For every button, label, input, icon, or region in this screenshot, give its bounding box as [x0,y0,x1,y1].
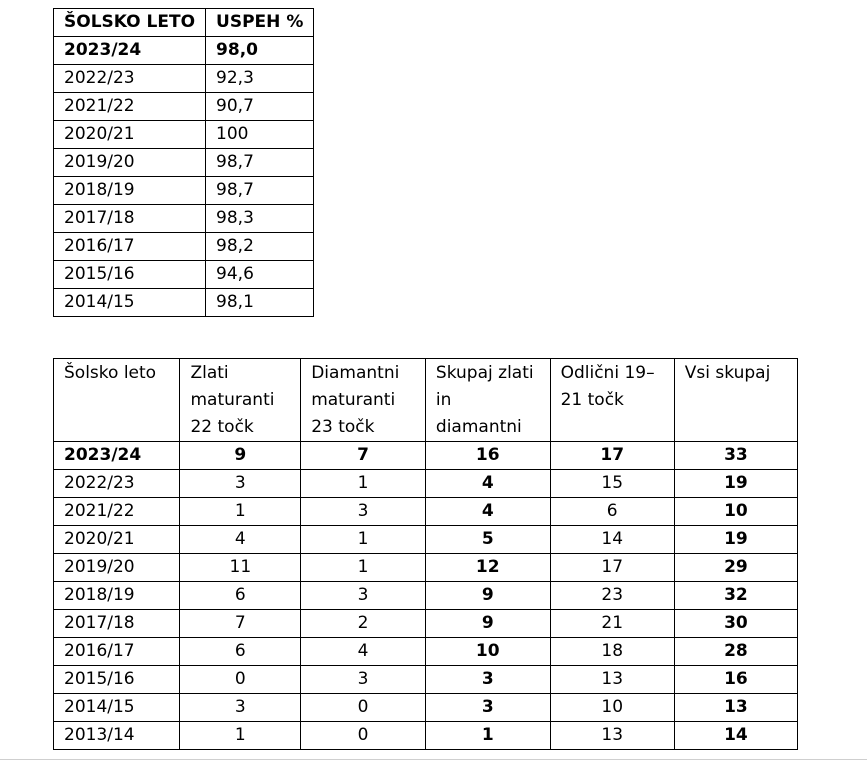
cell-excellent: 21 [550,610,674,638]
cell-school-year: 2015/16 [54,261,206,289]
header-diamond: Diamantni maturanti 23 točk [301,359,426,442]
cell-school-year: 2020/21 [54,526,180,554]
table-row [54,638,798,666]
table-row [54,470,798,498]
cell-gold: 0 [180,666,301,694]
cell-excellent: 18 [550,638,674,666]
cell-diamond: 0 [301,722,426,750]
cell-success: 98,2 [206,233,314,261]
cell-school-year: 2014/15 [54,289,206,317]
header-school-year: ŠOLSKO LETO [54,9,206,37]
success-rate-table-body [54,9,314,317]
cell-diamond: 3 [301,498,426,526]
header-gold-diamond-total: Skupaj zlati in diamantni [425,359,550,442]
cell-school-year: 2019/20 [54,554,180,582]
table-row [54,261,314,289]
cell-excellent: 10 [550,694,674,722]
cell-all-total: 32 [674,582,797,610]
cell-diamond: 7 [301,442,426,470]
cell-gold-diamond-total: 10 [425,638,550,666]
header-school-year: Šolsko leto [54,359,180,442]
header-excellent: Odlični 19–21 točk [550,359,674,442]
cell-gold-diamond-total: 3 [425,666,550,694]
cell-school-year: 2023/24 [54,442,180,470]
cell-school-year: 2016/17 [54,233,206,261]
cell-school-year: 2020/21 [54,121,206,149]
table-row [54,65,314,93]
table-row [54,233,314,261]
table-row [54,610,798,638]
cell-gold-diamond-total: 12 [425,554,550,582]
cell-diamond: 3 [301,582,426,610]
cell-gold-diamond-total: 3 [425,694,550,722]
cell-gold-diamond-total: 16 [425,442,550,470]
cell-gold: 6 [180,638,301,666]
cell-gold-diamond-total: 9 [425,610,550,638]
cell-all-total: 19 [674,470,797,498]
cell-gold-diamond-total: 5 [425,526,550,554]
cell-school-year: 2022/23 [54,65,206,93]
cell-diamond: 3 [301,666,426,694]
cell-gold-diamond-total: 4 [425,498,550,526]
cell-school-year: 2015/16 [54,666,180,694]
cell-excellent: 17 [550,554,674,582]
cell-gold: 6 [180,582,301,610]
cell-gold: 1 [180,722,301,750]
cell-success: 98,7 [206,177,314,205]
cell-school-year: 2017/18 [54,205,206,233]
cell-all-total: 19 [674,526,797,554]
cell-excellent: 13 [550,722,674,750]
cell-all-total: 14 [674,722,797,750]
cell-gold-diamond-total: 4 [425,470,550,498]
table-row [54,93,314,121]
table-row [54,666,798,694]
cell-diamond: 1 [301,470,426,498]
cell-all-total: 29 [674,554,797,582]
header-all-total: Vsi skupaj [674,359,797,442]
table-row [54,722,798,750]
cell-excellent: 6 [550,498,674,526]
cell-excellent: 14 [550,526,674,554]
cell-diamond: 0 [301,694,426,722]
page-bottom-divider [0,759,867,760]
cell-gold: 9 [180,442,301,470]
cell-school-year: 2016/17 [54,638,180,666]
cell-school-year: 2013/14 [54,722,180,750]
cell-gold: 1 [180,498,301,526]
graduates-table [53,358,798,750]
table-row [54,289,314,317]
cell-success: 94,6 [206,261,314,289]
table-header-row [54,9,314,37]
cell-school-year: 2021/22 [54,93,206,121]
table-row [54,498,798,526]
cell-all-total: 10 [674,498,797,526]
cell-school-year: 2021/22 [54,498,180,526]
table-header-row [54,359,798,442]
table-row [54,121,314,149]
cell-school-year: 2018/19 [54,582,180,610]
header-gold: Zlati maturanti 22 točk [180,359,301,442]
table-row [54,442,798,470]
cell-gold: 3 [180,470,301,498]
cell-success: 98,7 [206,149,314,177]
cell-all-total: 28 [674,638,797,666]
cell-success: 98,3 [206,205,314,233]
cell-school-year: 2022/23 [54,470,180,498]
cell-excellent: 13 [550,666,674,694]
cell-gold: 3 [180,694,301,722]
cell-excellent: 17 [550,442,674,470]
cell-school-year: 2014/15 [54,694,180,722]
cell-diamond: 1 [301,554,426,582]
cell-school-year: 2019/20 [54,149,206,177]
cell-all-total: 16 [674,666,797,694]
table-row [54,205,314,233]
success-rate-table [53,8,314,317]
cell-diamond: 4 [301,638,426,666]
table-row [54,149,314,177]
graduates-table-body [54,359,798,750]
cell-gold-diamond-total: 1 [425,722,550,750]
cell-all-total: 30 [674,610,797,638]
cell-success: 92,3 [206,65,314,93]
table-row [54,694,798,722]
cell-gold: 11 [180,554,301,582]
cell-excellent: 15 [550,470,674,498]
cell-gold: 7 [180,610,301,638]
header-success: USPEH % [206,9,314,37]
cell-success: 90,7 [206,93,314,121]
cell-diamond: 2 [301,610,426,638]
cell-gold: 4 [180,526,301,554]
cell-success: 98,1 [206,289,314,317]
table-row [54,37,314,65]
cell-school-year: 2018/19 [54,177,206,205]
cell-school-year: 2017/18 [54,610,180,638]
table-row [54,177,314,205]
cell-success: 98,0 [206,37,314,65]
table-row [54,582,798,610]
cell-all-total: 13 [674,694,797,722]
table-row [54,554,798,582]
cell-gold-diamond-total: 9 [425,582,550,610]
cell-success: 100 [206,121,314,149]
cell-diamond: 1 [301,526,426,554]
cell-school-year: 2023/24 [54,37,206,65]
cell-all-total: 33 [674,442,797,470]
cell-excellent: 23 [550,582,674,610]
table-row [54,526,798,554]
